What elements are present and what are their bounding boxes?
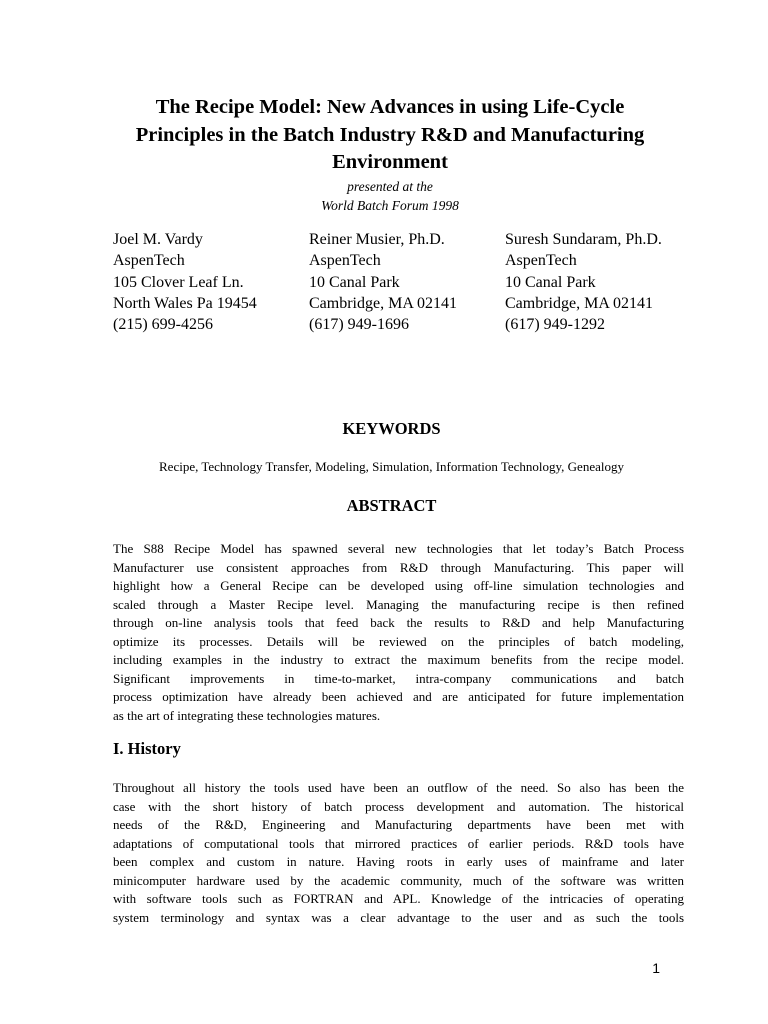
- keywords-heading: KEYWORDS: [342, 419, 441, 438]
- presented-at-note: [200, 177, 580, 215]
- author-org: AspenTech: [113, 252, 185, 270]
- history-line: needs of the R&D, Engineering and Manufacturing departments have been met with: [113, 817, 684, 832]
- author-org: AspenTech: [505, 252, 577, 270]
- abstract-line: process optimization have already been achieved and are anticipated for future implementation: [113, 689, 684, 704]
- history-line: with software tools such as FORTRAN and APL. Knowledge of the intricacies of operating: [113, 891, 684, 906]
- history-line: Throughout all history the tools used have been an outflow of the need. So also has been the: [113, 780, 684, 795]
- author-city: North Wales Pa 19454: [113, 294, 257, 312]
- history-paragraph: [113, 779, 684, 927]
- history-line: been complex and custom in nature. Having roots in early uses of mainframe and later: [113, 854, 684, 869]
- abstract-line: as the art of integrating these technologies matures.: [113, 707, 381, 723]
- author-phone: (617) 949-1292: [505, 316, 605, 334]
- abstract-line: scaled through a Master Recipe level. Managing the manufacturing recipe is then refined: [113, 596, 684, 612]
- author-name: Reiner Musier, Ph.D.: [309, 231, 445, 248]
- author-street: 10 Canal Park: [505, 273, 596, 291]
- author-street: 105 Clover Leaf Ln.: [113, 273, 244, 291]
- author-block-2: [309, 229, 457, 335]
- history-line: minicomputer hardware used by the academic community, much of the software was written: [113, 872, 684, 888]
- history-line: system terminology and syntax was a clear advantage to the user and as such the tools: [113, 909, 684, 925]
- author-org: AspenTech: [309, 252, 381, 270]
- author-name: Suresh Sundaram, Ph.D.: [505, 231, 662, 248]
- page-number: 1: [652, 960, 660, 976]
- abstract-line: including examples in the industry to extract the maximum benefits from the recipe model.: [113, 652, 684, 667]
- author-name: Joel M. Vardy: [113, 231, 203, 248]
- history-line: case with the short history of batch process development and automation. The historical: [113, 798, 684, 814]
- title-line: Principles in the Batch Industry R&D and Manufacturing: [135, 123, 645, 146]
- abstract-line: through on-line analysis tools that feed back the results to R&D and help Manufacturing: [113, 615, 684, 630]
- author-city: Cambridge, MA 02141: [309, 294, 457, 312]
- abstract-heading: ABSTRACT: [346, 496, 437, 515]
- abstract-line: optimize its processes. Details will be reviewed on the principles of batch modeling,: [113, 633, 684, 649]
- author-phone: (215) 699-4256: [113, 316, 213, 334]
- presented-line: World Batch Forum 1998: [321, 198, 459, 213]
- title-line: Environment: [332, 151, 448, 173]
- author-street: 10 Canal Park: [309, 273, 400, 291]
- author-city: Cambridge, MA 02141: [505, 294, 653, 312]
- paper-title: [90, 94, 690, 177]
- title-line: The Recipe Model: New Advances in using Life-Cycle: [155, 96, 625, 118]
- section-heading-history: I. History: [113, 739, 181, 758]
- abstract-line: highlight how a General Recipe can be developed using off-line simulation technologies and: [113, 578, 684, 593]
- history-line: adaptations of computational tools that mirrored practices of earlier periods. R&D tools have: [113, 835, 684, 851]
- author-block-3: [505, 229, 662, 335]
- author-phone: (617) 949-1696: [309, 316, 409, 334]
- abstract-line: The S88 Recipe Model has spawned several new technologies that let today’s Batch Process: [113, 541, 684, 556]
- presented-line: presented at the: [347, 179, 433, 194]
- abstract-paragraph: [113, 540, 684, 725]
- abstract-line: Significant improvements in time-to-market, intra-company communications and batch: [113, 670, 684, 686]
- author-block-1: [113, 229, 257, 335]
- abstract-line: Manufacturer use consistent approaches from R&D through Manufacturing. This paper will: [113, 559, 684, 575]
- keywords-text: Recipe, Technology Transfer, Modeling, Simulation, Information Technology, Genealogy: [159, 459, 624, 474]
